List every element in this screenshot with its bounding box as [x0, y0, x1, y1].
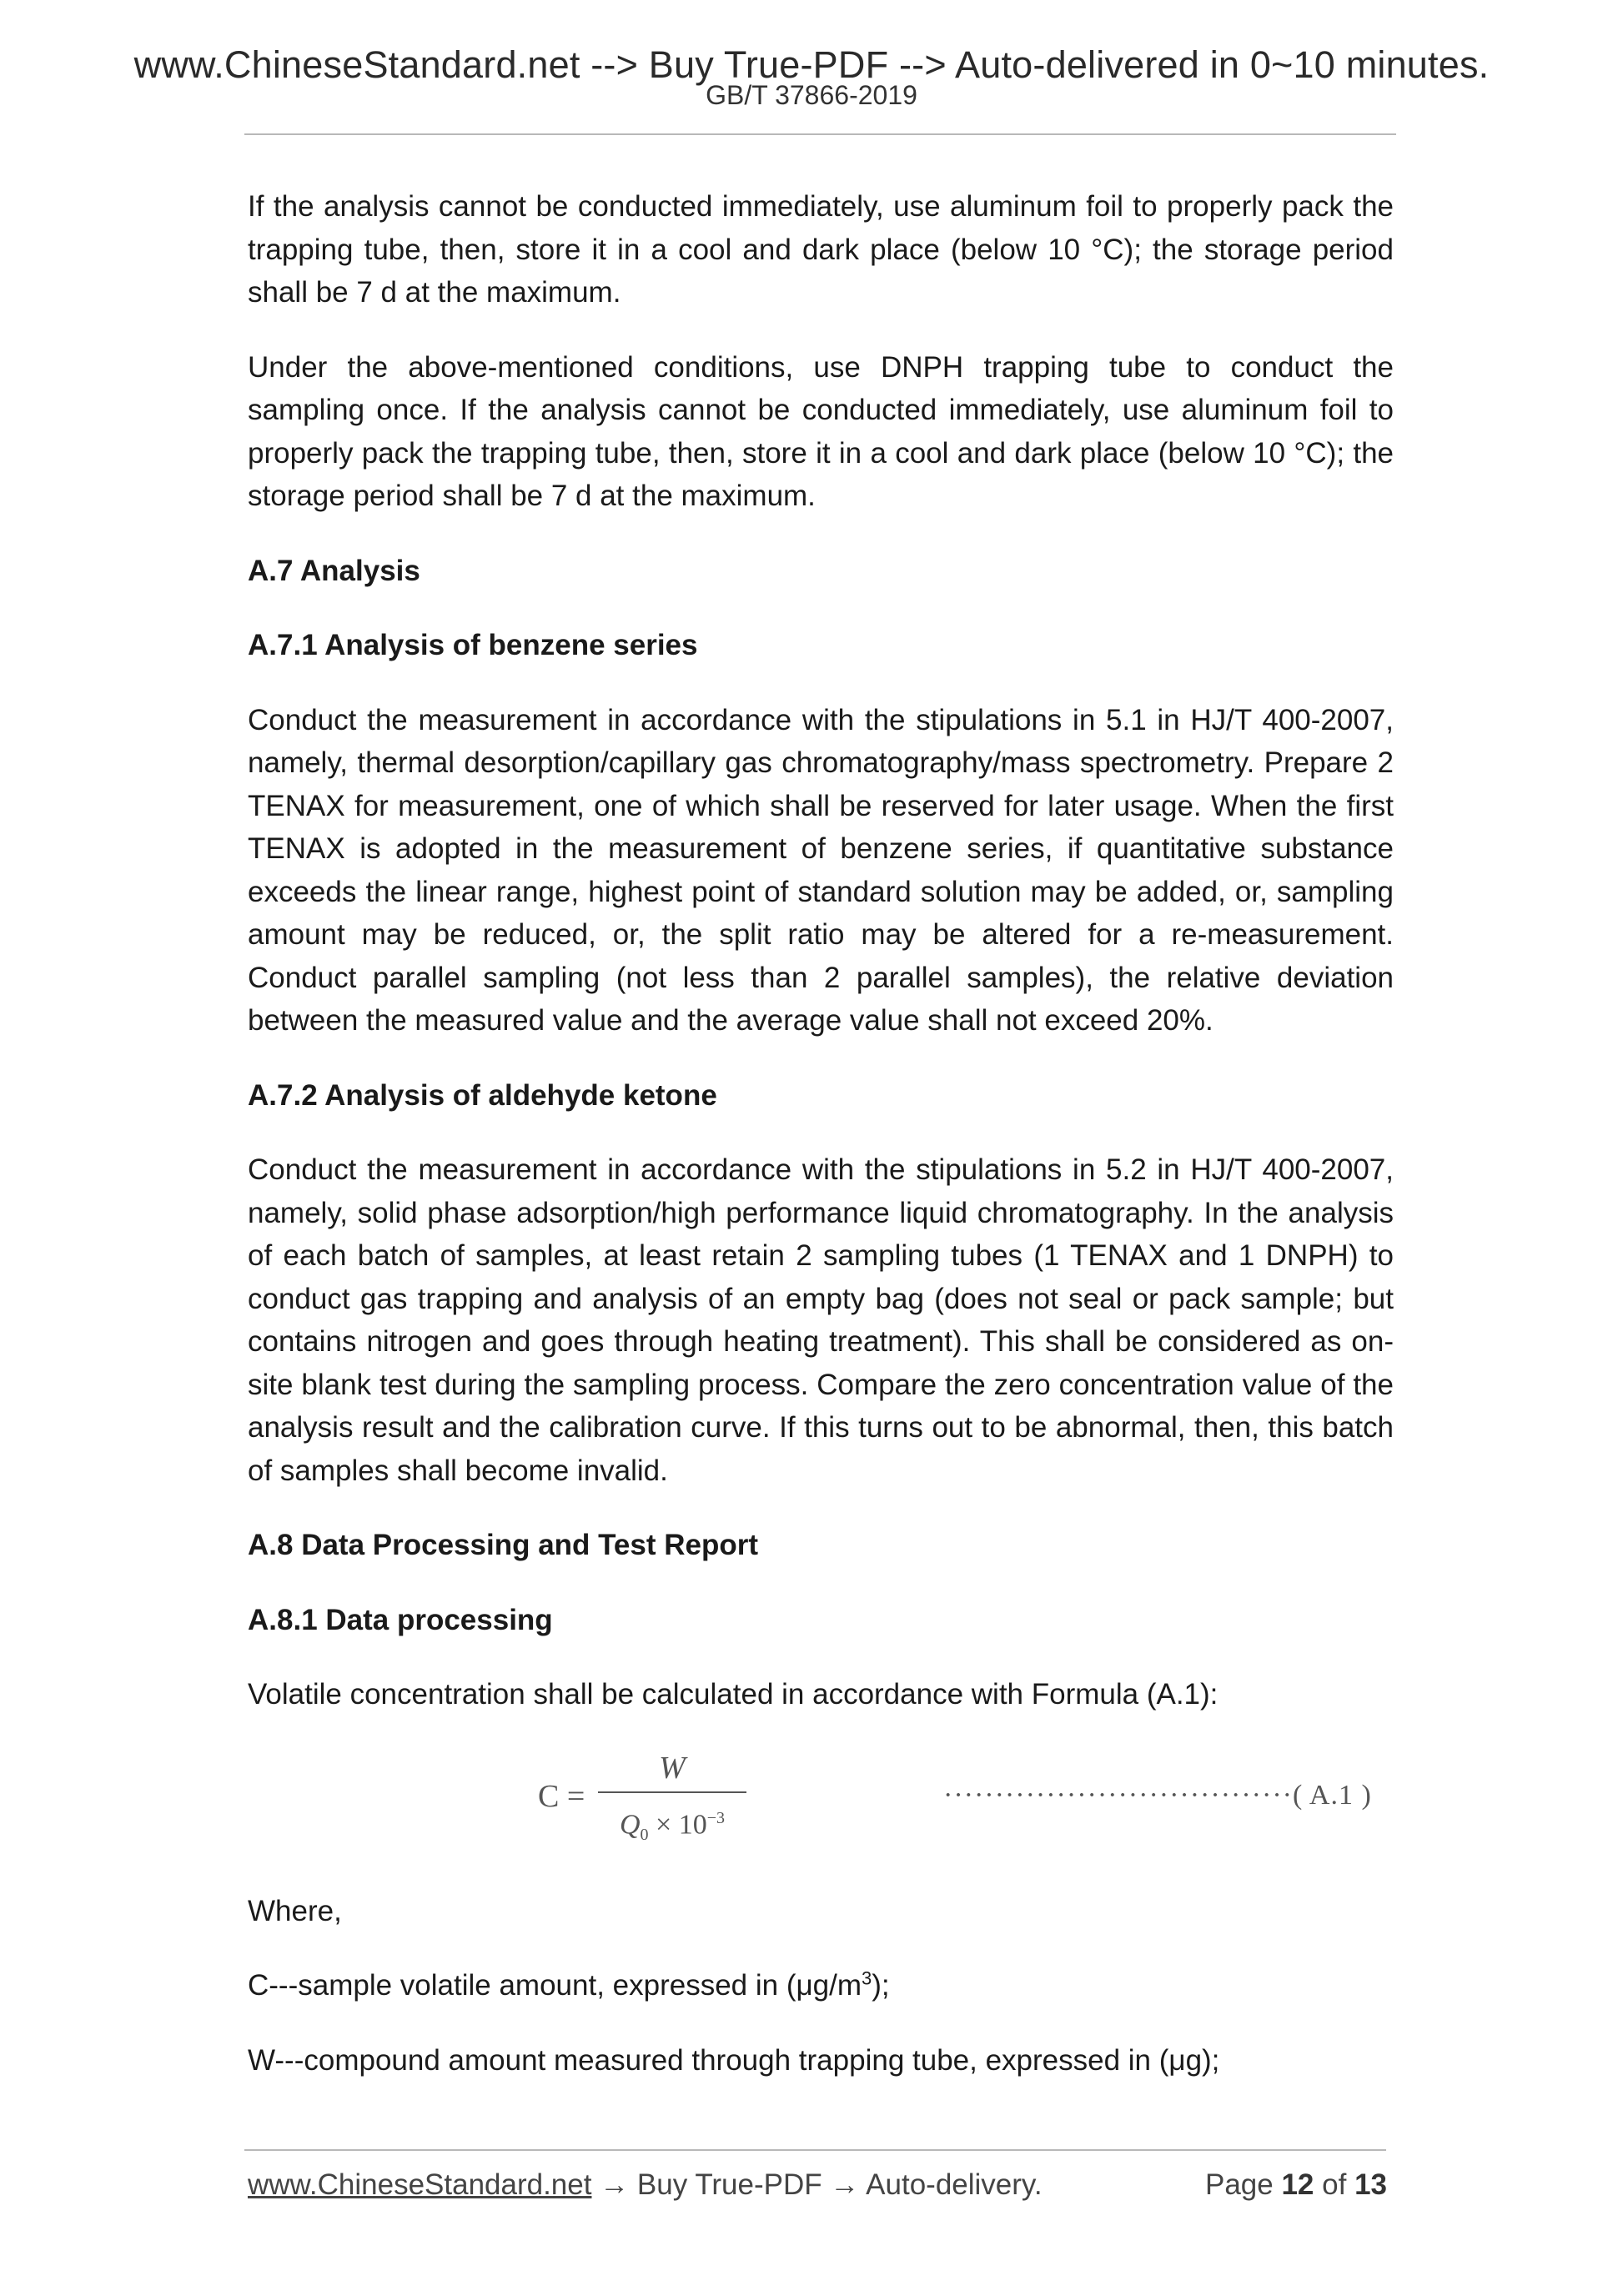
paragraph-formula-intro: Volatile concentration shall be calculated in accordance with Formula (A.1): — [248, 1678, 1219, 1711]
definition-c-text: C---sample volatile amount, expressed in (μg/m — [248, 1969, 862, 2002]
page-label: Page — [1204, 2168, 1274, 2201]
paragraph-aldehyde-analysis: Conduct the measurement in accordance with the stipulations in 5.2 in HJ/T 400-2007, namely, solid phase adsorption/high performance liquid chromatography. In the analysis of each batch of samples, at least retain 2 sampling tubes (1 TENAX and 1 DNPH) to conduct gas trapping and analysis of an empty bag (does not seal or pack sample; but contains nitrogen and goes through heating treatment). This shall be considered as on-site blank test during the sampling process. Compare the zero concentration value of the analysis result and the calibration curve. If this turns out to be abnormal, then, this batch of samples shall become invalid. — [248, 1153, 1394, 1487]
definition-c-end: ); — [872, 1969, 890, 2002]
paragraph-storage: If the analysis cannot be conducted immediately, use aluminum foil to properly pack the trapping tube, then, store it in a cool and dark place (below 10 °C); the storage period shall be 7 d at the maximum. — [248, 190, 1394, 309]
footer-tagline: → Buy True-PDF → Auto-delivery. — [591, 2168, 1043, 2201]
paragraph-benzene-analysis: Conduct the measurement in accordance with the stipulations in 5.1 in HJ/T 400-2007, namely, thermal desorption/capillary gas chromatography/mass spectrometry. Prepare 2 TENAX for measurement, one of which shall be reserved for later usage. When the first TENAX is adopted in the measurement of benzene series, if quantitative substance exceeds the linear range, highest point of standard solution may be added, or, sampling amount may be reduced, or, the split ratio may be altered for a re-measurement. Conduct parallel sampling (not less than 2 parallel samples), the relative deviation between the measured value and the average value shall not exceed 20%. — [248, 703, 1394, 1037]
page-current: 12 — [1281, 2168, 1314, 2201]
header-banner: www.ChineseStandard.net --> Buy True-PDF --> Auto-delivered in 0~10 minutes. — [133, 43, 1490, 86]
where-label: Where, — [248, 1894, 342, 1927]
heading-a72: A.7.2 Analysis of aldehyde ketone — [248, 1078, 717, 1112]
fraction-bar — [598, 1791, 746, 1793]
document-body — [248, 185, 1394, 2113]
denominator-sub: 0 — [640, 1825, 649, 1844]
heading-a71: A.7.1 Analysis of benzene series — [248, 629, 698, 661]
denominator-times: × 10 — [648, 1808, 707, 1840]
heading-a81: A.8.1 Data processing — [248, 1603, 553, 1636]
definition-c — [248, 1964, 1394, 2007]
page-footer — [248, 2168, 1387, 2202]
standard-number: GB/T 37866-2019 — [706, 80, 917, 110]
formula-number: ( A.1 ) — [1292, 1779, 1372, 1811]
denominator-exp: −3 — [706, 1808, 726, 1827]
formula-lhs: C = — [538, 1778, 585, 1814]
formula-fraction — [598, 1748, 746, 1855]
heading-a7: A.7 Analysis — [248, 554, 420, 587]
definition-c-sup: 3 — [862, 1967, 872, 1989]
formula-dots: ·································· — [943, 1779, 1293, 1811]
formula-numerator: W — [659, 1750, 686, 1786]
formula-denominator — [598, 1798, 746, 1855]
page-total: 13 — [1354, 2168, 1387, 2201]
header-divider — [244, 133, 1396, 135]
footer-site-link[interactable]: www.ChineseStandard.net — [248, 2168, 592, 2201]
formula-label — [943, 1780, 1372, 1811]
footer-divider — [244, 2149, 1386, 2151]
page-of: of — [1322, 2168, 1347, 2201]
formula-a1 — [248, 1748, 1394, 1850]
heading-a8: A.8 Data Processing and Test Report — [248, 1529, 759, 1561]
definition-w: W---compound amount measured through trapping tube, expressed in (μg); — [248, 2043, 1220, 2077]
paragraph-dnph-sampling: Under the above-mentioned conditions, use DNPH trapping tube to conduct the sampling once. If the analysis cannot be conducted immediately, use aluminum foil to properly pack the trapping tube, then, store it in a cool and dark place (below 10 °C); the storage period shall be 7 d at the maximum. — [248, 350, 1394, 512]
page-indicator — [1205, 2168, 1387, 2202]
denominator-var: Q — [619, 1808, 641, 1840]
